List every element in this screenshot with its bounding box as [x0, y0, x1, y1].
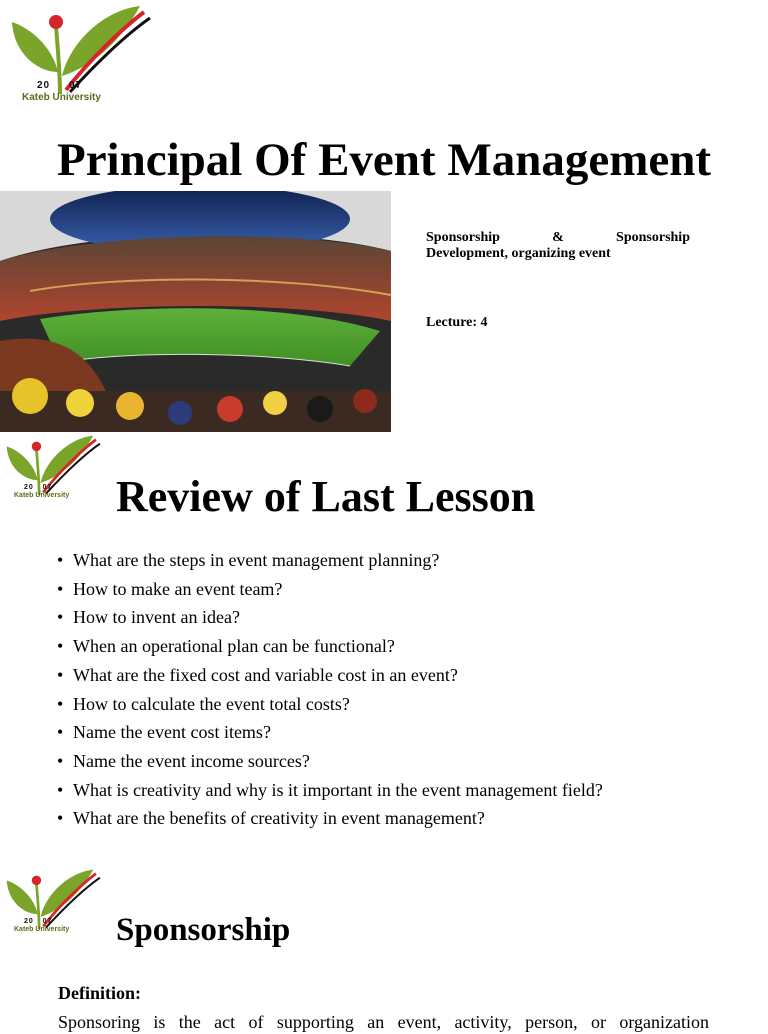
list-item: • How to make an event team? [56, 575, 603, 604]
lecture-topic [426, 230, 690, 262]
list-item: • What are the benefits of creativity in event management? [56, 804, 603, 833]
list-item: • How to invent an idea? [56, 603, 603, 632]
list-item: • What are the steps in event management planning? [56, 546, 603, 575]
topic-word: Sponsorship [616, 230, 690, 245]
review-question-list [56, 546, 603, 833]
list-item: • Name the event cost items? [56, 718, 603, 747]
logo-year: 20 07 [37, 80, 83, 91]
stadium-photo [0, 191, 391, 432]
topic-line-2: Development, organizing event [426, 246, 611, 261]
definition-text: Sponsoring is the act of supporting an event, activity, person, or organization [58, 1012, 709, 1032]
list-item: • Name the event income sources? [56, 747, 603, 776]
list-item: • When an operational plan can be functional? [56, 632, 603, 661]
logo-name: Kateb University [14, 926, 70, 933]
logo-name: Kateb University [22, 92, 101, 103]
lecture-number: Lecture: 4 [426, 315, 488, 330]
sponsorship-heading: Sponsorship [116, 912, 291, 948]
list-item: • What are the fixed cost and variable cost in an event? [56, 661, 603, 690]
logo-name: Kateb University [14, 492, 70, 499]
logo-year: 20 07 [24, 484, 53, 491]
definition-label: Definition: [58, 983, 141, 1003]
university-logo [4, 432, 104, 504]
university-logo [4, 866, 104, 938]
list-item: • How to calculate the event total costs? [56, 690, 603, 719]
list-item: • What is creativity and why is it important in the event management field? [56, 776, 603, 805]
review-heading: Review of Last Lesson [116, 472, 536, 521]
page-title: Principal Of Event Management [56, 134, 711, 186]
logo-year: 20 07 [24, 918, 53, 925]
university-logo [8, 2, 156, 106]
topic-word: & [552, 230, 564, 245]
topic-word: Sponsorship [426, 230, 500, 245]
